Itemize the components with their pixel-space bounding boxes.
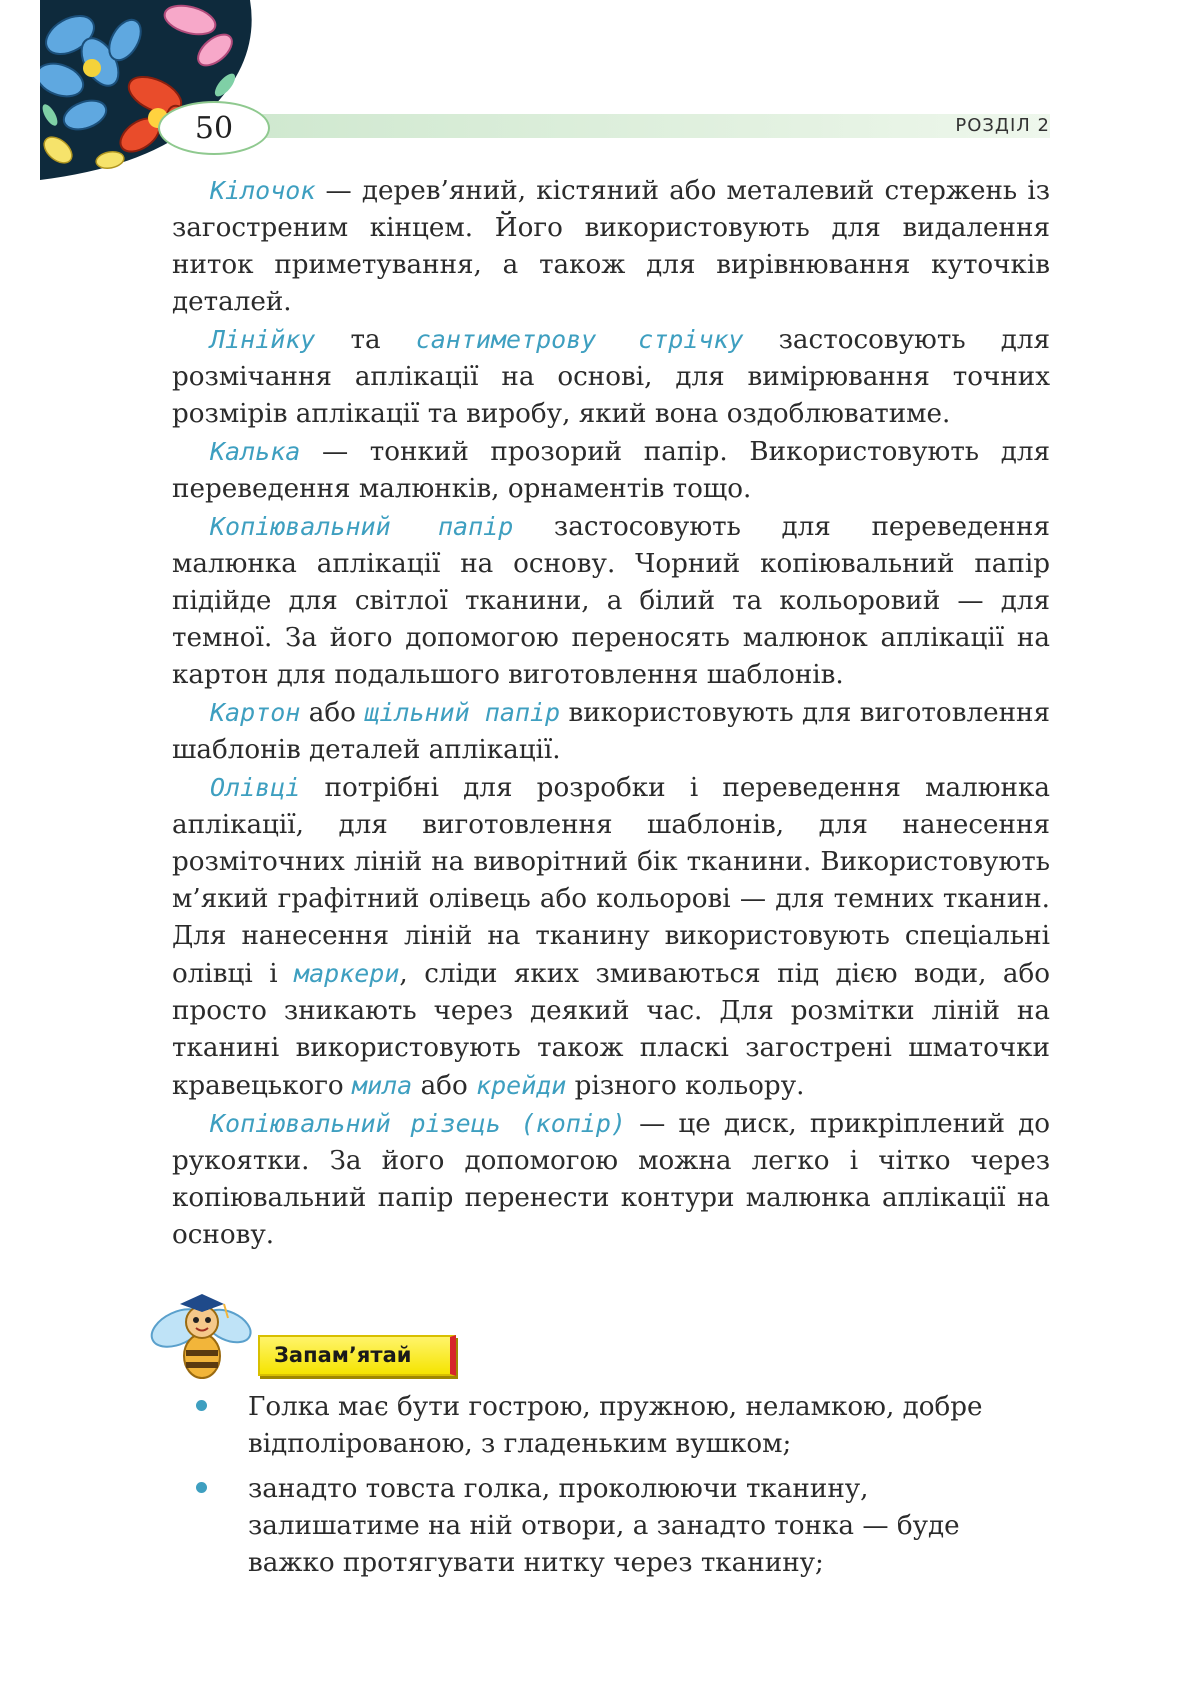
text-run: — це диск, прикріплений до рукоятки. За його допомогою можна легко і чітко через копіювальний папір перенести контури малюнка аплікації на основу. [172, 1109, 1050, 1250]
term: крейди [476, 1071, 567, 1100]
list-item [190, 1471, 1035, 1582]
paragraph [172, 1105, 1050, 1254]
remember-label: Запам’ятай [274, 1343, 412, 1367]
term: Картон [210, 698, 301, 727]
term: щільний папір [364, 698, 561, 727]
term: Копіювальний різець (копір) [210, 1109, 626, 1138]
section-label: РОЗДІЛ 2 [955, 115, 1050, 136]
list-item-text: Голка має бути гострою, пружною, неламкою, добре відполірованою, з гладеньким вушком; [248, 1392, 983, 1459]
paragraph [172, 769, 1050, 1105]
text-run: та [315, 325, 416, 355]
term: Кілочок [210, 176, 316, 205]
text-run: потрібні для розробки і переведення малюнка аплікації, для виготовлення шаблонів, для нанесення розміточних ліній на виворітний бік тканини. Використовують м’який графітний олівець або кольорові — для темних тканин. Для нанесення ліній на тканину використовують спеціальні олівці і [172, 773, 1050, 989]
text-run: застосовують для розмічання аплікації на основі, для вимірювання точних розмірів аплікації та виробу, який вона оздоблюватиме. [172, 325, 1050, 429]
term: Лінійку [210, 325, 316, 354]
header-band [240, 114, 1050, 138]
term: маркери [294, 959, 400, 988]
text-run: , сліди яких змиваються під дією води, або просто зникають через деякий час. Для розмітки ліній на тканині використовують також пласкі загострені шматочки кравецького [172, 959, 1050, 1101]
text-run: — тонкий прозорий папір. Використовують для переведення малюнків, орнаментів тощо. [172, 437, 1050, 504]
paragraph [172, 508, 1050, 694]
flower-corner-decoration [40, 0, 290, 195]
list-item [190, 1389, 1035, 1463]
page-number: 50 [194, 110, 234, 146]
text-run: — дерев’яний, кістяний або металевий стержень із загостреним кінцем. Його використовують для видалення ниток приметування, а також для вирівнювання куточків деталей. [172, 176, 1050, 317]
remember-banner [258, 1335, 456, 1376]
bullet-icon [196, 1482, 207, 1493]
page-number-oval [158, 101, 270, 155]
bee-mascot-icon [140, 1278, 260, 1388]
bullet-icon [196, 1400, 207, 1411]
list-item-text: занадто товста голка, проколюючи тканину, залишатиме на ній отвори, а занадто тонка — буде важко протягувати нитку через тканину; [248, 1474, 960, 1578]
paragraph [172, 433, 1050, 508]
text-run: або [412, 1071, 477, 1101]
text-run: застосовують для переведення малюнка аплікації на основу. Чорний копіювальний папір підійде для світлої тканини, а білий та кольоровий — для темної. За його допомогою переносять малюнок аплікації на картон для подальшого виготовлення шаблонів. [172, 512, 1050, 690]
term: сантиметрову стрічку [415, 325, 744, 354]
term: Олівці [210, 773, 301, 802]
remember-block [140, 1278, 1040, 1388]
term: мила [352, 1071, 413, 1100]
term: Калька [210, 437, 301, 466]
term: Копіювальний папір [210, 512, 514, 541]
flower-decoration-icon [40, 0, 290, 195]
text-run: використовують для виготовлення шаблонів деталей аплікації. [172, 698, 1050, 765]
main-text [172, 172, 1050, 1254]
paragraph [172, 321, 1050, 433]
remember-list [190, 1389, 1035, 1590]
text-run: різного кольору. [566, 1071, 805, 1101]
paragraph [172, 694, 1050, 769]
paragraph [172, 172, 1050, 321]
text-run: або [300, 698, 365, 728]
